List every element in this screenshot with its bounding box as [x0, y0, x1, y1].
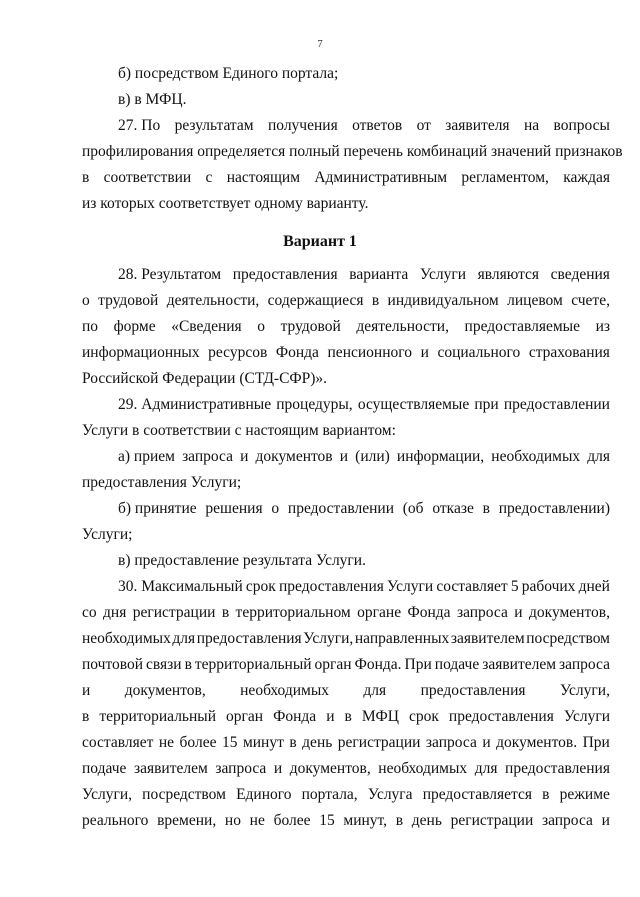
word: регистрации: [132, 604, 216, 621]
para27-line4: из которых соответствует одному варианту.: [82, 195, 369, 212]
word: со: [82, 604, 97, 621]
word: режиме: [559, 786, 610, 803]
para29-line2: Услуги в соответствии с настоящим вариантом:: [82, 422, 396, 439]
word: посредством: [526, 630, 610, 647]
word: почтовой: [82, 656, 144, 673]
word: и: [82, 682, 91, 699]
word: варианта: [349, 266, 409, 283]
word: для: [474, 760, 498, 777]
word: не: [158, 734, 175, 751]
para28-line5: Российской Федерации (СТД-СФР)».: [82, 370, 328, 387]
word: составляет: [436, 578, 508, 595]
word: запроса: [456, 604, 508, 621]
word: б) принятие: [118, 500, 197, 517]
list-item-v-mfc: в) в МФЦ.: [118, 91, 187, 108]
word: по: [82, 318, 99, 335]
word: на: [523, 117, 540, 134]
para30-line5: [82, 680, 610, 702]
word: трудовой: [98, 292, 159, 309]
word: регистрации: [337, 734, 421, 751]
word: необходимых: [82, 630, 171, 647]
word: и: [514, 604, 523, 621]
para29-item-b: [118, 498, 610, 520]
word: и: [240, 448, 249, 465]
word: предоставляется: [422, 786, 532, 803]
word: регистрации: [450, 812, 534, 829]
para30-line8: [82, 758, 610, 780]
word: Услуги: [419, 266, 466, 283]
word: трудовой: [280, 318, 341, 335]
word: осуществляемые: [357, 396, 470, 413]
word: заявителем: [482, 656, 557, 673]
para28-line3: [82, 316, 610, 338]
para30-line3: [82, 628, 610, 650]
para27-line3: [82, 167, 610, 189]
word: индивидуальном: [387, 292, 499, 309]
para30-line2: [82, 602, 610, 624]
word: документов,: [124, 682, 206, 699]
word: Услуги,: [303, 630, 354, 647]
word: Услуги: [387, 578, 434, 595]
word: портала,: [301, 786, 358, 803]
word: в: [82, 169, 90, 186]
word: подаче: [434, 656, 480, 673]
word: запроса: [215, 760, 267, 777]
word: подаче: [82, 760, 127, 777]
word: орган: [314, 656, 352, 673]
word: орган: [226, 708, 264, 725]
word: каждая: [563, 169, 610, 186]
para29-item-a: [118, 446, 610, 468]
word: социального: [437, 344, 521, 361]
word: лицевом: [507, 292, 563, 309]
para29-line1: [118, 394, 610, 416]
word: о: [257, 318, 266, 335]
word: предоставления: [278, 578, 384, 595]
para28-line4: [82, 342, 610, 364]
word: документов: [255, 448, 333, 465]
word: посредством: [142, 786, 226, 803]
word: документов,: [529, 604, 610, 621]
word: предоставления: [448, 708, 554, 725]
word: страхования: [528, 344, 610, 361]
word: и: [482, 734, 491, 751]
word: При: [404, 656, 432, 673]
word: 15: [221, 734, 238, 751]
word: соответствии: [103, 169, 192, 186]
word: минут,: [343, 812, 388, 829]
word: содержащиеся: [267, 292, 364, 309]
word: о: [271, 500, 280, 517]
word: запроса: [559, 656, 610, 673]
para30-line1: [118, 576, 610, 598]
word: более: [273, 812, 311, 829]
para28-line2: [82, 290, 610, 312]
word: заявителем: [133, 760, 208, 777]
para30-line10: [82, 810, 610, 832]
word: о: [82, 292, 90, 309]
word: и: [601, 812, 610, 829]
para27-line1: [118, 115, 610, 137]
word: для: [172, 630, 196, 647]
word: Услуги,: [82, 786, 133, 803]
word: в: [542, 786, 550, 803]
word: заявителя: [445, 117, 510, 134]
word: информации,: [396, 448, 485, 465]
para30-line4: [82, 654, 610, 676]
word: в: [371, 292, 380, 309]
word: запроса: [425, 734, 477, 751]
word: дней: [578, 578, 610, 595]
word: для: [587, 448, 610, 465]
word: времени,: [157, 812, 217, 829]
word: счете,: [571, 292, 610, 309]
word: необходимых: [240, 682, 329, 699]
word: сведения: [550, 266, 610, 283]
para29-item-b-line2: Услуги;: [82, 526, 133, 543]
word: составляет: [82, 734, 154, 751]
word: Услуги: [563, 708, 610, 725]
word: МФЦ: [361, 708, 399, 725]
word: являются: [477, 266, 540, 283]
word: в: [344, 708, 352, 725]
word: регламентом,: [461, 169, 549, 186]
word: Фонда: [275, 344, 319, 361]
word: документов.: [496, 734, 578, 751]
word: настоящим: [226, 169, 300, 186]
word: 28. Результатом: [118, 266, 222, 283]
word: При: [582, 734, 610, 751]
word: и: [273, 760, 283, 777]
word: деятельности,: [356, 318, 449, 335]
word: минут: [242, 734, 284, 751]
word: реального: [82, 812, 149, 829]
word: предоставлении: [503, 396, 610, 413]
para28-line1: [118, 264, 610, 286]
word: органе: [357, 604, 402, 621]
word: дня: [103, 604, 127, 621]
word: в: [184, 656, 192, 673]
word: направленных: [354, 630, 450, 647]
word: территориальный: [194, 656, 312, 673]
word: форме: [113, 318, 156, 335]
word: результатам: [174, 117, 254, 134]
word: заявителем: [450, 630, 525, 647]
word: Фонда: [407, 604, 451, 621]
word: Фонда.: [354, 656, 402, 673]
word: деятельности,: [166, 292, 260, 309]
word: пенсионного: [327, 344, 412, 361]
word: срок: [408, 708, 439, 725]
word: информационных: [82, 344, 200, 361]
word: при: [474, 396, 499, 413]
para29-item-c: в) предоставление результата Услуги.: [118, 552, 366, 569]
word: в: [482, 500, 490, 517]
word: 27. По: [118, 117, 161, 134]
para30-line7: [82, 732, 610, 754]
list-item-b-portal: б) посредством Единого портала;: [118, 65, 339, 82]
word: 29. Административные: [118, 396, 272, 413]
word: «Сведения: [171, 318, 242, 335]
word: а) прием: [118, 448, 175, 465]
word: 5: [510, 578, 519, 595]
word: предоставления: [505, 760, 610, 777]
word: и: [420, 344, 429, 361]
word: в: [395, 812, 404, 829]
word: Административным: [314, 169, 448, 186]
word: предоставляемые: [464, 318, 580, 335]
word: территориальном: [235, 604, 351, 621]
word: Единого: [236, 786, 292, 803]
word: документов,: [289, 760, 371, 777]
word: необходимых: [378, 760, 468, 777]
word: решения: [205, 500, 263, 517]
word: предоставления: [232, 266, 338, 283]
word: более: [179, 734, 217, 751]
word: для: [363, 682, 387, 699]
word: не: [249, 812, 265, 829]
word: от: [416, 117, 431, 134]
word: но: [224, 812, 241, 829]
word: с: [205, 169, 213, 186]
word: (об: [402, 500, 424, 517]
section-heading: Вариант 1: [283, 233, 357, 250]
word: предоставлении: [287, 500, 394, 517]
word: день: [302, 734, 333, 751]
page-number: 7: [317, 38, 323, 50]
word: срок: [245, 578, 276, 595]
word: территориальный: [99, 708, 216, 725]
word: запроса: [182, 448, 233, 465]
word: вопросы: [553, 117, 610, 134]
word: Услуги,: [559, 682, 610, 699]
word: день: [411, 812, 442, 829]
word: рабочих: [521, 578, 576, 595]
word: отказе: [432, 500, 474, 517]
word: в: [289, 734, 297, 751]
word: ресурсов: [208, 344, 268, 361]
word: 15: [319, 812, 335, 829]
word: Услуга: [367, 786, 413, 803]
word: в: [221, 604, 230, 621]
para30-line9: [82, 784, 610, 806]
para27-line2: профилирования определяется полный перечень комбинаций значений признаков: [82, 143, 623, 160]
word: предоставления: [420, 682, 526, 699]
word: ответов: [352, 117, 403, 134]
word: в: [82, 708, 90, 725]
word: (или): [355, 448, 390, 465]
word: процедуры,: [276, 396, 353, 413]
word: связи: [146, 656, 182, 673]
para30-line6: [82, 706, 610, 728]
word: и: [339, 448, 349, 465]
para29-item-a-line2: предоставления Услуги;: [82, 474, 242, 491]
word: предоставлении): [498, 500, 610, 517]
word: запроса: [541, 812, 593, 829]
word: получения: [267, 117, 338, 134]
word: Фонда: [273, 708, 317, 725]
word: и: [326, 708, 335, 725]
word: необходимых: [491, 448, 581, 465]
word: из: [595, 318, 610, 335]
word: предоставления: [196, 630, 302, 647]
word: 30. Максимальный: [118, 578, 243, 595]
